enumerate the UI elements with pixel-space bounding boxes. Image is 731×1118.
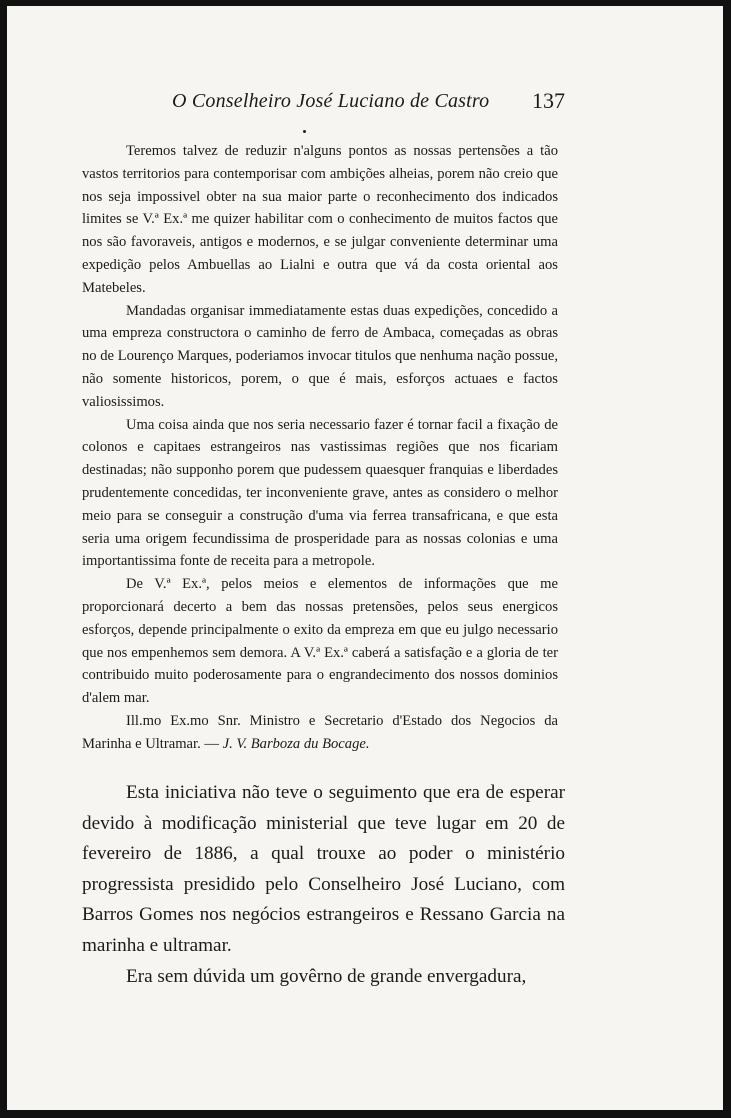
main-paragraph: Era sem dúvida um govêrno de grande envergadura, [126,965,527,987]
print-speck [303,130,306,133]
main-paragraph: Esta iniciativa não teve o seguimento que era de esperar devido à modificação ministerial que teve lugar em 20 de fevereiro de 1886, a qual trouxe ao poder o ministério progressista presidido pelo Conselheiro José Luciano, com Barros Gomes nos negócios estrangeiros e Ressano Garcia na marinha e ultramar. [82,782,565,956]
letter-paragraph: Mandadas organisar immediatamente estas duas expedições, concedido a uma empreza constructora o caminho de ferro de Ambaca, começadas as obras no de Lourenço Marques, poderiamos invocar titulos que nenhuma nação possue, não somente historicos, porem, o que é mais, esforços actuaes e factos valiosissimos. [82,302,558,410]
letter-addressee: Ill.mo Ex.mo Snr. Ministro e Secretario d'Estado dos Negocios da Marinha e Ultramar. — [82,712,558,752]
main-text [82,778,565,992]
book-page [7,6,723,1110]
letter-signature: J. V. Barboza du Bocage. [222,735,370,752]
letter-paragraph: Teremos talvez de reduzir n'alguns pontos as nossas pertensões a tão vastos territorios para contemporisar com ambições alheias, porem não creio que nos seja impossivel obter na sua maior parte o reconhecimento dos indicados limites se V.ª Ex.ª me quizer habilitar com o conhecimento de muitos factos que nos são favoraveis, antigos e modernos, e se julgar conveniente determinar uma expedição pelos Ambuellas ao Lialni e outra que vá da costa oriental aos Matebeles. [82,143,558,296]
letter-paragraph: De V.ª Ex.ª, pelos meios e elementos de informações que me proporcionará decerto a bem das nossas pretensões, pelos seus energicos esforços, depende principalmente o exito da empreza em que eu julgo necessario que nos empenhemos sem demora. A V.ª Ex.ª caberá a satisfação e a gloria de ter contribuido muito poderosamente para o engrandecimento dos nossos dominios d'alem mar. [82,576,558,707]
running-title: O Conselheiro José Luciano de Castro [172,90,490,112]
letter-closing [82,710,558,756]
letter-paragraph: Uma coisa ainda que nos seria necessario fazer é tornar facil a fixação de colonos e capitaes estrangeiros nas vastissimas regiões que nos ficariam destinadas; não supponho porem que pudessem quaesquer franquias e liberdades prudentemente concedidas, ter inconveniente grave, antes as considero o melhor meio para se conseguir a construção d'uma via ferrea transafricana, e que esta seria uma origem fecundissima de prosperidade para as nossas colonias e uma importantissima fonte de receita para a metropole. [82,416,558,570]
page-number: 137 [532,88,565,113]
page-header [7,90,723,120]
quoted-letter [82,140,558,756]
